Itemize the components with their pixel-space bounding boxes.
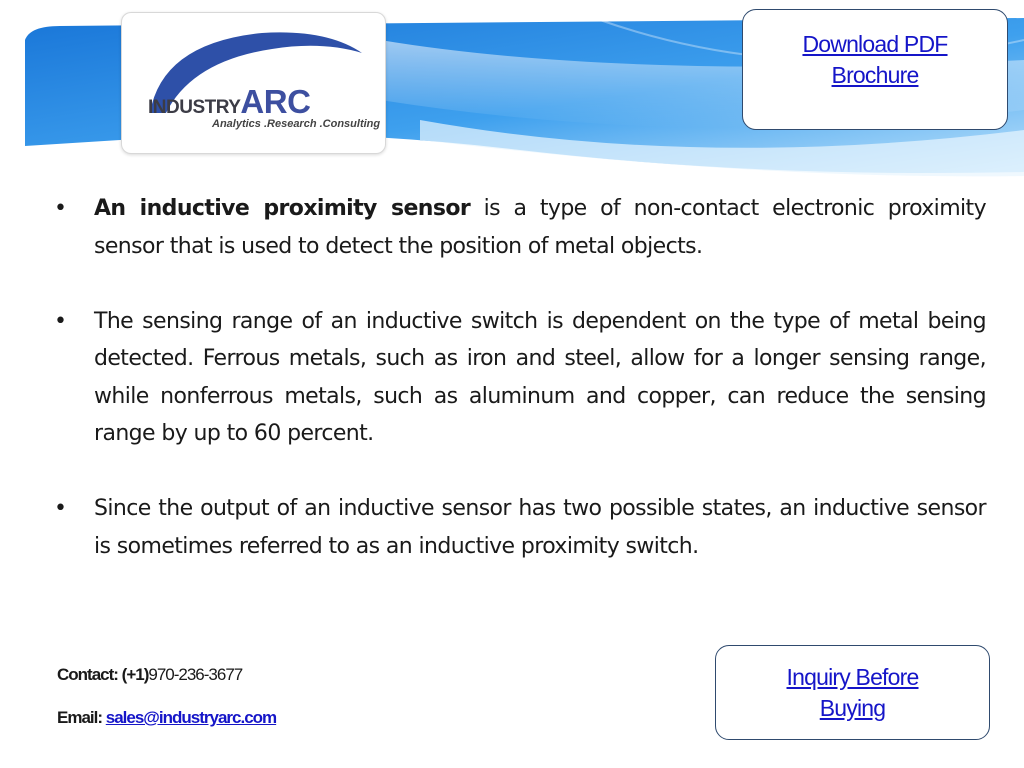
- logo-brand-small: INDUSTRY: [148, 97, 241, 118]
- download-pdf-brochure-link[interactable]: Download PDF Brochure: [802, 30, 948, 88]
- inquiry-box: [715, 645, 990, 740]
- bullet-item: [52, 190, 986, 265]
- bullet-marker: •: [54, 308, 67, 334]
- bullet-bold-text: An inductive proximity sensor: [94, 196, 471, 221]
- logo-wordmark: [148, 83, 310, 121]
- bullet-marker: •: [54, 496, 67, 521]
- bullet-marker: •: [54, 196, 67, 221]
- contact-phone-number: 970-236-3677: [148, 665, 243, 684]
- download-brochure-box: [742, 9, 1008, 130]
- company-logo: [121, 12, 386, 154]
- logo-brand-big: ARC: [240, 83, 311, 120]
- logo-tagline: Analytics .Research .Consulting: [212, 118, 381, 130]
- contact-label: Contact: (+1): [57, 665, 149, 684]
- bullet-item: [52, 490, 986, 565]
- bullet-text: Since the output of an inductive sensor has two possible states, an inductive sensor is sometimes referred to as an inductive proximity switch.: [94, 496, 986, 559]
- email-link[interactable]: sales@industryarc.com: [105, 708, 277, 727]
- inquiry-before-buying-link[interactable]: Inquiry Before Buying: [786, 663, 919, 721]
- contact-phone: [57, 665, 242, 685]
- content-bullet-list: [52, 190, 986, 603]
- bullet-item: [52, 303, 986, 453]
- bullet-text: is a type of non-contact electronic proximity sensor that is used to detect the position of metal objects.: [94, 196, 986, 259]
- bullet-text: The sensing range of an inductive switch is dependent on the type of metal being detected. Ferrous metals, such as iron and steel, allow for a longer sensing range, while nonferrous metals, such as aluminum and copper, can reduce the sensing range by up to 60 percent.: [94, 308, 986, 446]
- contact-email: [57, 708, 276, 728]
- email-label: Email:: [57, 708, 103, 727]
